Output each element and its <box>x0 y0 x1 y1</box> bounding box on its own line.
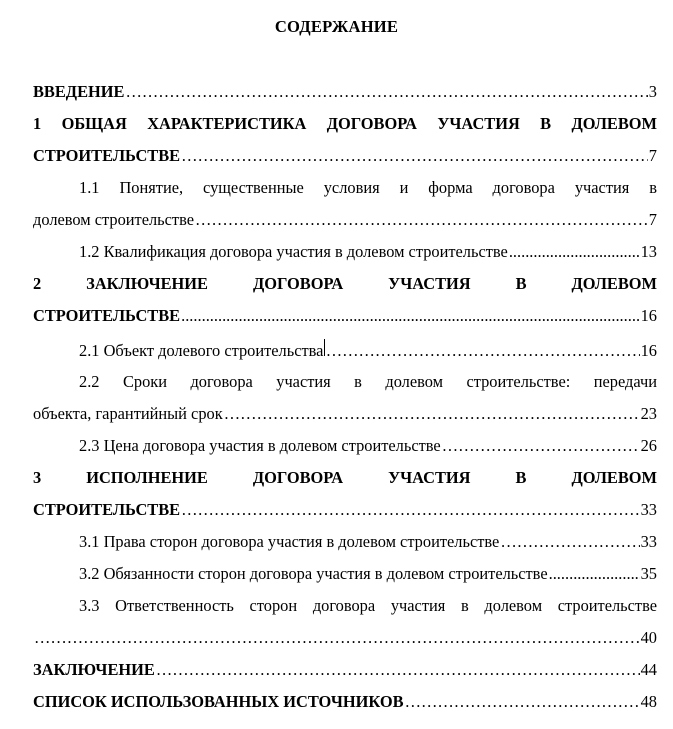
toc-entry-references[interactable] <box>33 691 657 713</box>
toc-entry-text: 1.2 Квалификация договора участия в долевом строительстве <box>79 242 508 261</box>
toc-entry-text: 3.1 Права сторон договора участия в долевом строительстве <box>79 532 500 551</box>
toc-entry-2-3[interactable] <box>33 435 657 457</box>
toc-entry-chapter-3-line1[interactable]: 3 ИСПОЛНЕНИЕ ДОГОВОРА УЧАСТИЯ В ДОЛЕВОМ <box>33 468 657 487</box>
toc-page-number: 33 <box>640 532 657 551</box>
toc-leader <box>500 531 639 553</box>
toc-entry-text: 2.3 Цена договора участия в долевом строительстве <box>79 436 441 455</box>
toc-page-number: 23 <box>640 404 657 423</box>
toc-page-number: 3 <box>648 82 657 101</box>
toc-page-number: 44 <box>640 660 657 679</box>
toc-leader <box>549 563 640 585</box>
toc-entry-3-3-line1[interactable]: 3.3 Ответственность сторон договора участия в долевом строительстве <box>79 596 657 615</box>
toc-leader <box>326 340 640 361</box>
toc-entry-1-1-line2[interactable] <box>33 209 657 231</box>
toc-page-number: 7 <box>648 210 657 229</box>
toc-entry-chapter-3-line2[interactable] <box>33 499 657 521</box>
toc-leader <box>181 145 648 167</box>
toc-entry-text: ВВЕДЕНИЕ <box>33 82 125 101</box>
toc-leader <box>156 659 640 681</box>
toc-leader <box>442 435 640 457</box>
page-title: СОДЕРЖАНИЕ <box>274 17 399 36</box>
toc-leader <box>181 305 640 327</box>
toc-page-number: 40 <box>640 628 657 647</box>
toc-entry-text: долевом строительстве <box>33 210 195 229</box>
toc-entry-text: объекта, гарантийный срок <box>33 404 223 423</box>
toc-entry-chapter-1-line1[interactable]: 1 ОБЩАЯ ХАРАКТЕРИСТИКА ДОГОВОРА УЧАСТИЯ В ДОЛЕВОМ <box>33 114 657 133</box>
toc-entry-2-1[interactable] <box>33 339 657 361</box>
toc-page-number: 7 <box>648 146 657 165</box>
toc-entry-introduction[interactable] <box>33 81 657 103</box>
toc-entry-text: 2.1 Объект долевого строительства <box>79 341 324 360</box>
toc-entry-text: СТРОИТЕЛЬСТВЕ <box>33 306 181 325</box>
toc-entry-chapter-1-line2[interactable] <box>33 145 657 167</box>
toc-leader <box>195 209 648 231</box>
toc-leader <box>224 403 640 425</box>
toc-entry-2-2-line1[interactable]: 2.2 Сроки договора участия в долевом строительстве: передачи <box>79 372 657 391</box>
toc-entry-text: СПИСОК ИСПОЛЬЗОВАННЫХ ИСТОЧНИКОВ <box>33 692 404 711</box>
toc-entry-3-1[interactable] <box>33 531 657 553</box>
toc-entry-1-2[interactable] <box>33 241 657 263</box>
toc-page-number: 13 <box>640 242 657 261</box>
toc-leader <box>181 499 640 521</box>
toc-entry-text: ЗАКЛЮЧЕНИЕ <box>33 660 155 679</box>
toc-page-number: 26 <box>640 436 657 455</box>
toc-entry-2-2-line2[interactable] <box>33 403 657 425</box>
toc-entry-text: 3.2 Обязанности сторон договора участия в долевом строительстве <box>79 564 548 583</box>
toc-entry-3-3-line2[interactable] <box>33 627 657 649</box>
toc-leader <box>509 241 640 263</box>
toc-entry-chapter-2-line1[interactable]: 2 ЗАКЛЮЧЕНИЕ ДОГОВОРА УЧАСТИЯ В ДОЛЕВОМ <box>33 274 657 293</box>
toc-entry-1-1-line1[interactable]: 1.1 Понятие, существенные условия и форма договора участия в <box>79 178 657 197</box>
toc-entry-text: СТРОИТЕЛЬСТВЕ <box>33 500 181 519</box>
toc-entry-3-2[interactable] <box>33 563 657 585</box>
toc-page-number: 48 <box>640 692 657 711</box>
toc-page-number: 16 <box>640 306 657 325</box>
toc-page-number: 16 <box>640 341 657 360</box>
toc-page-number: 35 <box>640 564 657 583</box>
toc-entry-chapter-2-line2[interactable] <box>33 305 657 327</box>
toc-leader <box>125 81 647 103</box>
toc-leader <box>34 627 640 649</box>
toc-entry-text: СТРОИТЕЛЬСТВЕ <box>33 146 181 165</box>
toc-leader <box>405 691 640 713</box>
toc-page-number: 33 <box>640 500 657 519</box>
toc-entry-conclusion[interactable] <box>33 659 657 681</box>
